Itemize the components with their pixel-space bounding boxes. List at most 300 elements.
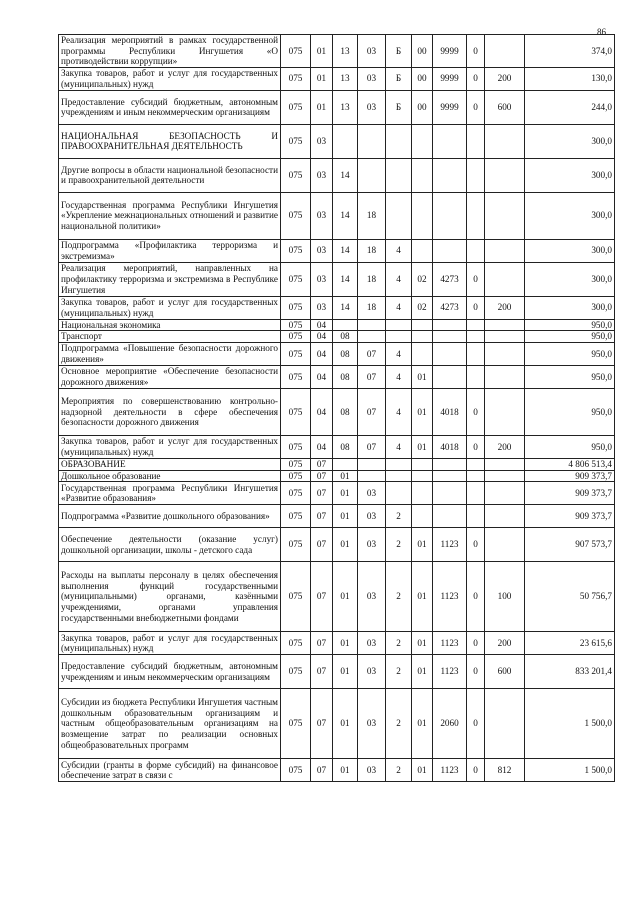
event-code: 01: [412, 528, 433, 562]
section-code: 03: [311, 262, 333, 296]
table-row: [59, 528, 615, 562]
program-code: 18: [358, 296, 386, 319]
amount: 300,0: [525, 124, 615, 158]
program-code: 03: [358, 759, 386, 782]
subsection-code: 01: [333, 505, 358, 528]
section-code: 01: [311, 67, 333, 90]
subsection-code: [333, 319, 358, 331]
event-code: [412, 239, 433, 262]
section-code: 04: [311, 331, 333, 343]
subsection-code: 01: [333, 655, 358, 689]
subsection-code: [333, 458, 358, 470]
table-row: [59, 458, 615, 470]
zero-code: [467, 342, 485, 365]
amount: 300,0: [525, 296, 615, 319]
row-name: Предоставление субсидий бюджетным, автономным учреждениям и иным некоммерческим организациям: [59, 655, 281, 689]
program-code: 18: [358, 239, 386, 262]
subprogram-code: [386, 124, 412, 158]
row-name: Подпрограмма «Развитие дошкольного образования»: [59, 505, 281, 528]
program-code: [358, 158, 386, 192]
table-row: [59, 505, 615, 528]
row-name: Подпрограмма «Профилактика терроризма и экстремизма»: [59, 239, 281, 262]
section-code: 07: [311, 470, 333, 482]
section-code: 07: [311, 505, 333, 528]
expense-code: [433, 331, 467, 343]
subsection-code: 08: [333, 365, 358, 388]
program-code: 18: [358, 262, 386, 296]
table-row: [59, 655, 615, 689]
program-code: 03: [358, 90, 386, 124]
zero-code: 0: [467, 632, 485, 655]
row-name: Закупка товаров, работ и услуг для государственных (муниципальных) нужд: [59, 435, 281, 458]
amount: 950,0: [525, 435, 615, 458]
amount: 130,0: [525, 67, 615, 90]
zero-code: [467, 239, 485, 262]
ministry-code: 075: [281, 435, 311, 458]
section-code: 03: [311, 239, 333, 262]
subprogram-code: 2: [386, 528, 412, 562]
subsection-code: 14: [333, 239, 358, 262]
section-code: 04: [311, 388, 333, 435]
subsection-code: 01: [333, 759, 358, 782]
expense-code: [433, 505, 467, 528]
expense-code: [433, 192, 467, 239]
program-code: 03: [358, 482, 386, 505]
program-code: 03: [358, 562, 386, 632]
ministry-code: 075: [281, 365, 311, 388]
expense-code: [433, 458, 467, 470]
expense-code: [433, 365, 467, 388]
ministry-code: 075: [281, 388, 311, 435]
section-code: 07: [311, 655, 333, 689]
zero-code: [467, 319, 485, 331]
program-code: 03: [358, 632, 386, 655]
event-code: 01: [412, 388, 433, 435]
zero-code: 0: [467, 528, 485, 562]
expense-code: [433, 342, 467, 365]
expense-type-code: [485, 528, 525, 562]
row-name: Реализация мероприятий, направленных на профилактику терроризма и экстремизма в Республике Ингушетия: [59, 262, 281, 296]
row-name: Субсидии из бюджета Республики Ингушетия частным дошкольным образовательным организациям и частным общеобразовательным организациям на возмещение затрат по реализации основных общеобразовательных программ: [59, 689, 281, 759]
table-row: [59, 296, 615, 319]
row-name: Государственная программа Республики Ингушетия «Укрепление межнациональных отношений и развитие национальной политики»: [59, 192, 281, 239]
event-code: [412, 470, 433, 482]
section-code: 07: [311, 632, 333, 655]
zero-code: 0: [467, 388, 485, 435]
event-code: 01: [412, 759, 433, 782]
ministry-code: 075: [281, 192, 311, 239]
subprogram-code: 2: [386, 632, 412, 655]
subsection-code: 13: [333, 90, 358, 124]
ministry-code: 075: [281, 158, 311, 192]
expense-type-code: 600: [485, 90, 525, 124]
zero-code: 0: [467, 262, 485, 296]
expense-type-code: [485, 331, 525, 343]
event-code: 00: [412, 35, 433, 68]
ministry-code: 075: [281, 458, 311, 470]
section-code: 04: [311, 319, 333, 331]
amount: 909 373,7: [525, 505, 615, 528]
event-code: 02: [412, 262, 433, 296]
event-code: [412, 158, 433, 192]
ministry-code: 075: [281, 331, 311, 343]
section-code: 07: [311, 562, 333, 632]
expense-type-code: 812: [485, 759, 525, 782]
expense-type-code: 600: [485, 655, 525, 689]
row-name: Национальная экономика: [59, 319, 281, 331]
subsection-code: 01: [333, 528, 358, 562]
expense-type-code: [485, 482, 525, 505]
amount: 300,0: [525, 239, 615, 262]
program-code: 07: [358, 342, 386, 365]
table-row: [59, 435, 615, 458]
ministry-code: 075: [281, 67, 311, 90]
amount: 950,0: [525, 342, 615, 365]
zero-code: [467, 505, 485, 528]
expense-code: 9999: [433, 67, 467, 90]
row-name: Закупка товаров, работ и услуг для государственных (муниципальных) нужд: [59, 632, 281, 655]
row-name: Мероприятия по совершенствованию контрольно-надзорной деятельности в сфере обеспечения безопасности дорожного движения: [59, 388, 281, 435]
table-row: [59, 319, 615, 331]
subsection-code: 13: [333, 67, 358, 90]
section-code: 03: [311, 124, 333, 158]
subprogram-code: 2: [386, 689, 412, 759]
expense-code: 9999: [433, 35, 467, 68]
expense-code: 4018: [433, 435, 467, 458]
section-code: 04: [311, 435, 333, 458]
ministry-code: 075: [281, 124, 311, 158]
amount: 833 201,4: [525, 655, 615, 689]
amount: 374,0: [525, 35, 615, 68]
expense-code: 1123: [433, 632, 467, 655]
ministry-code: 075: [281, 239, 311, 262]
amount: 23 615,6: [525, 632, 615, 655]
expense-type-code: [485, 470, 525, 482]
program-code: 03: [358, 35, 386, 68]
amount: 907 573,7: [525, 528, 615, 562]
zero-code: 0: [467, 689, 485, 759]
table-row: [59, 262, 615, 296]
amount: 950,0: [525, 319, 615, 331]
event-code: 00: [412, 90, 433, 124]
expense-type-code: [485, 262, 525, 296]
subprogram-code: Б: [386, 67, 412, 90]
subprogram-code: 2: [386, 562, 412, 632]
zero-code: 0: [467, 435, 485, 458]
expense-type-code: [485, 689, 525, 759]
event-code: 02: [412, 296, 433, 319]
event-code: [412, 331, 433, 343]
table-row: [59, 342, 615, 365]
zero-code: 0: [467, 759, 485, 782]
program-code: [358, 319, 386, 331]
ministry-code: 075: [281, 655, 311, 689]
program-code: 03: [358, 655, 386, 689]
table-row: [59, 239, 615, 262]
ministry-code: 075: [281, 759, 311, 782]
expense-type-code: [485, 192, 525, 239]
subprogram-code: 4: [386, 342, 412, 365]
subsection-code: 14: [333, 296, 358, 319]
expense-type-code: [485, 365, 525, 388]
event-code: [412, 458, 433, 470]
row-name: Предоставление субсидий бюджетным, автономным учреждениям и иным некоммерческим организациям: [59, 90, 281, 124]
event-code: 01: [412, 655, 433, 689]
amount: 1 500,0: [525, 759, 615, 782]
section-code: 07: [311, 689, 333, 759]
event-code: [412, 319, 433, 331]
program-code: 03: [358, 505, 386, 528]
section-code: 01: [311, 35, 333, 68]
expense-type-code: 200: [485, 67, 525, 90]
subsection-code: 14: [333, 262, 358, 296]
ministry-code: 075: [281, 632, 311, 655]
subprogram-code: 4: [386, 239, 412, 262]
event-code: 01: [412, 435, 433, 458]
table-row: [59, 192, 615, 239]
table-row: [59, 562, 615, 632]
expense-code: 1123: [433, 562, 467, 632]
table-row: [59, 482, 615, 505]
table-row: [59, 365, 615, 388]
section-code: 07: [311, 458, 333, 470]
zero-code: [467, 482, 485, 505]
event-code: [412, 124, 433, 158]
amount: 300,0: [525, 158, 615, 192]
subprogram-code: [386, 482, 412, 505]
amount: 244,0: [525, 90, 615, 124]
subprogram-code: [386, 331, 412, 343]
expense-type-code: [485, 319, 525, 331]
table-row: [59, 90, 615, 124]
subsection-code: 01: [333, 482, 358, 505]
row-name: Закупка товаров, работ и услуг для государственных (муниципальных) нужд: [59, 296, 281, 319]
zero-code: 0: [467, 67, 485, 90]
section-code: 04: [311, 342, 333, 365]
expense-type-code: [485, 388, 525, 435]
event-code: [412, 342, 433, 365]
program-code: 07: [358, 365, 386, 388]
table-row: [59, 759, 615, 782]
row-name: ОБРАЗОВАНИЕ: [59, 458, 281, 470]
subprogram-code: [386, 158, 412, 192]
section-code: 03: [311, 158, 333, 192]
amount: 300,0: [525, 262, 615, 296]
expense-code: 9999: [433, 90, 467, 124]
expense-code: [433, 470, 467, 482]
program-code: [358, 458, 386, 470]
row-name: Государственная программа Республики Ингушетия «Развитие образования»: [59, 482, 281, 505]
expense-code: 1123: [433, 528, 467, 562]
row-name: Закупка товаров, работ и услуг для государственных (муниципальных) нужд: [59, 67, 281, 90]
ministry-code: 075: [281, 562, 311, 632]
expense-code: [433, 319, 467, 331]
zero-code: 0: [467, 655, 485, 689]
subsection-code: 13: [333, 35, 358, 68]
amount: 50 756,7: [525, 562, 615, 632]
program-code: 03: [358, 689, 386, 759]
page-number: 86: [597, 27, 606, 37]
event-code: [412, 505, 433, 528]
expense-code: 1123: [433, 655, 467, 689]
expense-code: [433, 124, 467, 158]
ministry-code: 075: [281, 505, 311, 528]
row-name: НАЦИОНАЛЬНАЯ БЕЗОПАСНОСТЬ И ПРАВООХРАНИТЕЛЬНАЯ ДЕЯТЕЛЬНОСТЬ: [59, 124, 281, 158]
ministry-code: 075: [281, 35, 311, 68]
zero-code: [467, 458, 485, 470]
subprogram-code: 2: [386, 505, 412, 528]
subprogram-code: 4: [386, 365, 412, 388]
subsection-code: 01: [333, 632, 358, 655]
table-row: [59, 158, 615, 192]
subsection-code: 14: [333, 158, 358, 192]
expense-type-code: [485, 458, 525, 470]
ministry-code: 075: [281, 689, 311, 759]
row-name: Реализация мероприятий в рамках государственной программы Республики Ингушетия «О противодействии коррупции»: [59, 35, 281, 68]
amount: 300,0: [525, 192, 615, 239]
section-code: 01: [311, 90, 333, 124]
subsection-code: 01: [333, 562, 358, 632]
section-code: 07: [311, 528, 333, 562]
expense-code: 4273: [433, 262, 467, 296]
subprogram-code: [386, 319, 412, 331]
expense-type-code: 200: [485, 296, 525, 319]
row-name: Обеспечение деятельности (оказание услуг) дошкольной организации, школы - детского сада: [59, 528, 281, 562]
section-code: 07: [311, 482, 333, 505]
expense-type-code: [485, 505, 525, 528]
event-code: 00: [412, 67, 433, 90]
subprogram-code: [386, 470, 412, 482]
expense-type-code: 200: [485, 435, 525, 458]
event-code: 01: [412, 689, 433, 759]
row-name: Расходы на выплаты персоналу в целях обеспечения выполнения функций государственными (муниципальными) органами, казёнными учреждениями, органами управления государственными внебюджетными фондами: [59, 562, 281, 632]
row-name: Субсидии (гранты в форме субсидий) на финансовое обеспечение затрат в связи с: [59, 759, 281, 782]
row-name: Дошкольное образование: [59, 470, 281, 482]
event-code: 01: [412, 562, 433, 632]
budget-table: [58, 34, 615, 782]
ministry-code: 075: [281, 342, 311, 365]
section-code: 03: [311, 192, 333, 239]
zero-code: [467, 192, 485, 239]
expense-code: [433, 158, 467, 192]
zero-code: [467, 365, 485, 388]
zero-code: [467, 331, 485, 343]
subprogram-code: 4: [386, 262, 412, 296]
amount: 1 500,0: [525, 689, 615, 759]
program-code: [358, 331, 386, 343]
amount: 909 373,7: [525, 470, 615, 482]
zero-code: 0: [467, 562, 485, 632]
expense-type-code: [485, 239, 525, 262]
section-code: 07: [311, 759, 333, 782]
section-code: 03: [311, 296, 333, 319]
zero-code: 0: [467, 35, 485, 68]
subprogram-code: Б: [386, 35, 412, 68]
subprogram-code: 4: [386, 388, 412, 435]
row-name: Транспорт: [59, 331, 281, 343]
ministry-code: 075: [281, 262, 311, 296]
subprogram-code: 4: [386, 435, 412, 458]
ministry-code: 075: [281, 482, 311, 505]
zero-code: [467, 158, 485, 192]
event-code: 01: [412, 632, 433, 655]
subsection-code: 01: [333, 689, 358, 759]
expense-code: 4018: [433, 388, 467, 435]
table-row: [59, 470, 615, 482]
expense-type-code: 200: [485, 632, 525, 655]
expense-type-code: [485, 35, 525, 68]
zero-code: [467, 124, 485, 158]
program-code: 03: [358, 528, 386, 562]
table-row: [59, 632, 615, 655]
ministry-code: 075: [281, 470, 311, 482]
row-name: Другие вопросы в области национальной безопасности и правоохранительной деятельности: [59, 158, 281, 192]
zero-code: [467, 470, 485, 482]
event-code: [412, 482, 433, 505]
subprogram-code: 4: [386, 296, 412, 319]
ministry-code: 075: [281, 296, 311, 319]
subsection-code: [333, 124, 358, 158]
ministry-code: 075: [281, 90, 311, 124]
zero-code: 0: [467, 296, 485, 319]
amount: 950,0: [525, 331, 615, 343]
expense-type-code: [485, 124, 525, 158]
event-code: 01: [412, 365, 433, 388]
table-row: [59, 124, 615, 158]
expense-code: 4273: [433, 296, 467, 319]
subsection-code: 08: [333, 435, 358, 458]
subsection-code: 08: [333, 342, 358, 365]
expense-type-code: [485, 342, 525, 365]
program-code: 07: [358, 435, 386, 458]
table-row: [59, 35, 615, 68]
expense-code: 1123: [433, 759, 467, 782]
amount: 950,0: [525, 388, 615, 435]
program-code: [358, 124, 386, 158]
program-code: [358, 470, 386, 482]
table-row: [59, 388, 615, 435]
expense-code: 2060: [433, 689, 467, 759]
amount: 4 806 513,4: [525, 458, 615, 470]
subprogram-code: 2: [386, 655, 412, 689]
expense-type-code: [485, 158, 525, 192]
program-code: 07: [358, 388, 386, 435]
ministry-code: 075: [281, 528, 311, 562]
subsection-code: 01: [333, 470, 358, 482]
program-code: 18: [358, 192, 386, 239]
subprogram-code: Б: [386, 90, 412, 124]
expense-code: [433, 239, 467, 262]
subprogram-code: [386, 458, 412, 470]
section-code: 04: [311, 365, 333, 388]
row-name: Основное мероприятие «Обеспечение безопасности дорожного движения»: [59, 365, 281, 388]
program-code: 03: [358, 67, 386, 90]
subsection-code: 08: [333, 388, 358, 435]
table-row: [59, 689, 615, 759]
event-code: [412, 192, 433, 239]
expense-code: [433, 482, 467, 505]
table-row: [59, 331, 615, 343]
subsection-code: 08: [333, 331, 358, 343]
subsection-code: 14: [333, 192, 358, 239]
amount: 909 373,7: [525, 482, 615, 505]
subprogram-code: 2: [386, 759, 412, 782]
subprogram-code: [386, 192, 412, 239]
ministry-code: 075: [281, 319, 311, 331]
row-name: Подпрограмма «Повышение безопасности дорожного движения»: [59, 342, 281, 365]
zero-code: 0: [467, 90, 485, 124]
amount: 950,0: [525, 365, 615, 388]
